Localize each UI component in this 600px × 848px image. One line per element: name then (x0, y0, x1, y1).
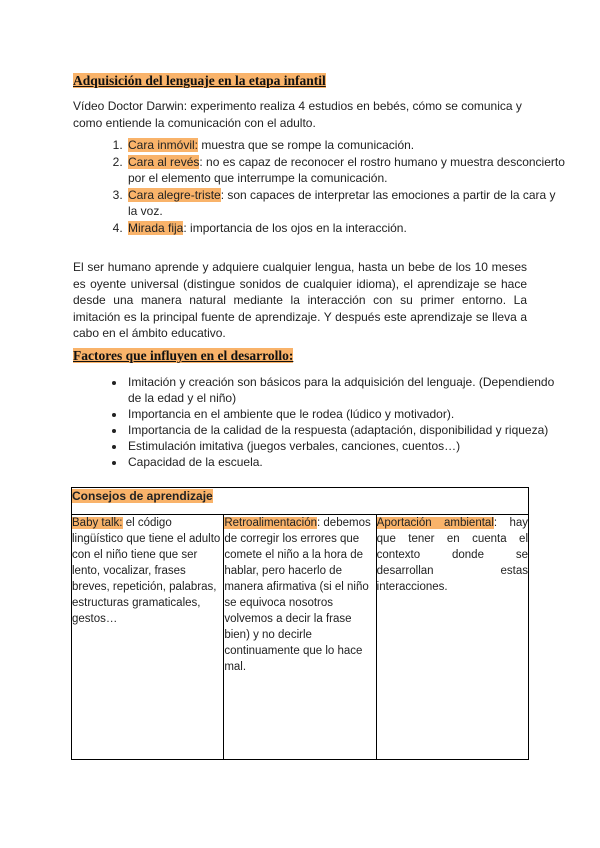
study-desc: muestra que se rompe la comunicación. (198, 138, 415, 152)
list-item: • Estimulación imitativa (juegos verbales, canciones, cuentos…) (126, 438, 566, 454)
cell-desc: el código lingüístico que tiene el adulto con el niño tiene que ser lento, vocalizar, frases breves, repetición, palabras, estructuras gramaticales, gestos… (72, 517, 221, 625)
cell-term: Aportación ambiental (376, 517, 494, 529)
table-cell (224, 515, 376, 760)
cell-term: Retroalimentación (224, 517, 318, 529)
table-cell (72, 515, 224, 760)
study-desc: : no es capaz de reconocer el rostro humano y muestra desconcierto por el elemento que interrumpe la comunicación. (128, 154, 565, 185)
table-header-row (72, 488, 529, 515)
studies-list (88, 137, 566, 236)
intro-text: Vídeo Doctor Darwin: experimento realiza 4 estudios en bebés, cómo se comunica y como entiende la comunicación con el adulto. (73, 99, 522, 130)
list-item (126, 187, 566, 220)
list-item: • Imitación y creación son básicos para la adquisición del lenguaje. (Dependiendo de la edad y el niño) (126, 374, 566, 406)
cell-term: Baby talk: (72, 517, 123, 529)
study-desc: : son capaces de interpretar las emociones a partir de la cara y la voz. (128, 187, 556, 218)
body-paragraph: El ser humano aprende y adquiere cualquier lengua, hasta un bebe de los 10 meses es oyente universal (distingue sonidos de cualquier idioma), el aprendizaje se hace desde una manera natural mediante la interacción con su primer entorno. La imitación es la principal fuente de aprendizaje. Y después este aprendizaje se lleva a cabo en el ámbito educativo. (73, 260, 527, 340)
study-term: Cara inmóvil: (128, 138, 199, 152)
list-item (126, 154, 566, 187)
study-term: Cara al revés (128, 154, 200, 169)
factors-list (88, 374, 566, 470)
table-header: Consejos de aprendizaje (72, 489, 213, 503)
list-item: • Importancia de la calidad de la respuesta (adaptación, disponibilidad y riqueza) (126, 422, 566, 438)
section-title-acquisition: Adquisición del lenguaje en la etapa infantil (73, 73, 326, 88)
advice-table (71, 487, 529, 760)
study-desc: : importancia de los ojos en la interacción. (183, 220, 407, 235)
list-item: • Importancia en el ambiente que le rodea (lúdico y motivador). (126, 406, 566, 422)
section-title-factors: Factores que influyen en el desarrollo: (73, 348, 294, 363)
table-cell (376, 515, 528, 760)
study-term: Mirada fija (128, 220, 184, 235)
study-term: Cara alegre-triste (128, 187, 221, 202)
table-row (72, 515, 529, 760)
table-header-cell (72, 488, 529, 515)
list-item: • Capacidad de la escuela. (126, 454, 566, 470)
list-item (126, 220, 566, 237)
cell-desc: : debemos de corregir los errores que comete el niño a la hora de hablar, pero hacerlo de manera afirmativa (si el niño se equivoca nosotros volvemos a decir la frase bien) y no decirle continuamente que lo hace mal. (224, 517, 371, 673)
list-item (126, 137, 566, 154)
cell-desc: : hay que tener en cuenta el contexto donde se desarrollan estas interacciones. (376, 517, 528, 593)
